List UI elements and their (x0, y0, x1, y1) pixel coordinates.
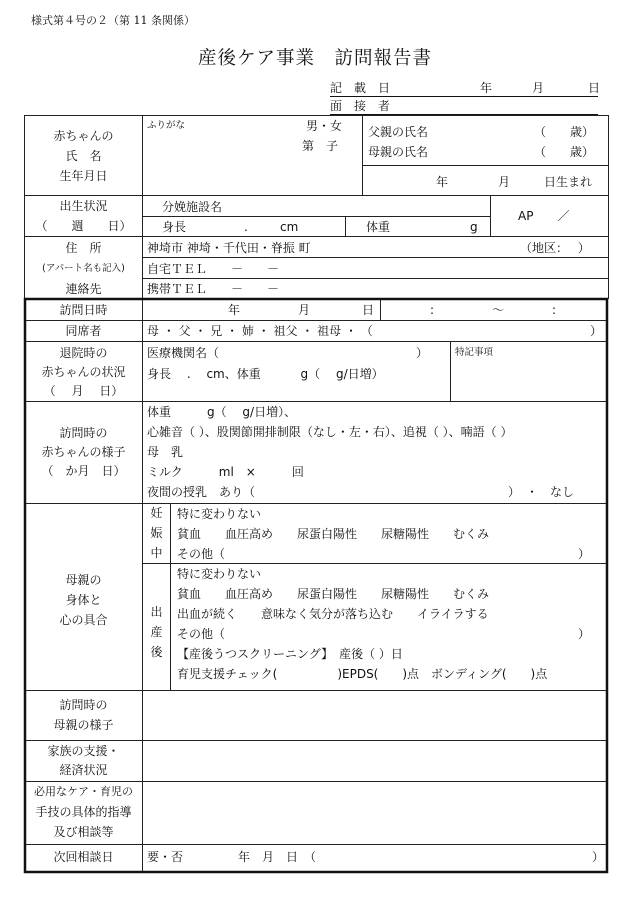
baby-visit-label-2: 赤ちゃんの様子 (41, 445, 126, 459)
mother-label-2: 身体と (65, 593, 102, 607)
weight-unit: g (470, 220, 478, 234)
birth-label-2: （ 週 日） (35, 219, 132, 233)
mobile-tel-field[interactable]: 携帯ＴＥＬ － － (147, 282, 280, 296)
visit-colon-2: : (552, 303, 557, 317)
birth-label-1: 出生状況 (59, 199, 108, 213)
record-date-row[interactable] (330, 78, 601, 97)
apgar-field[interactable]: AP ／ (518, 209, 570, 223)
attendees-options[interactable]: 母 ・ 父 ・ 兄 ・ 姉 ・ 祖父 ・ 祖母 ・ （ (147, 324, 373, 338)
mother-state-label-1: 訪問時の (59, 698, 108, 712)
special-notes-label: 特記事項 (455, 347, 494, 358)
preg-other[interactable]: その他（ (177, 547, 226, 561)
formula-line[interactable]: ミルク ml × 回 (147, 465, 304, 479)
interviewer-row[interactable] (330, 96, 598, 115)
father-age-close: 歳） (570, 125, 595, 139)
record-month-label: 月 (532, 81, 545, 95)
sex-options[interactable]: 男・女 (306, 119, 343, 133)
record-date-label: 記 載 日 (330, 81, 391, 95)
mother-label-3: 心の具合 (59, 613, 108, 627)
form-number: 様式第４号の２（第 11 条関係） (31, 14, 195, 27)
discharge-label-1: 退院時の (59, 346, 108, 360)
district-field[interactable]: （地区： ） (520, 241, 590, 255)
furigana-label: ふりがな (147, 120, 186, 131)
discharge-label-3: （ 月 日） (43, 384, 124, 398)
mother-state-label-2: 母親の様子 (53, 718, 114, 732)
facility-label: 分娩施設名 (162, 200, 223, 214)
pregnancy-label-3: 中 (150, 546, 163, 560)
pregnancy-label-1: 妊 (150, 506, 163, 520)
father-age-open: （ (534, 125, 547, 139)
baby-label-1: 赤ちゃんの (53, 129, 114, 143)
discharge-label-2: 赤ちゃんの状況 (41, 365, 126, 379)
institution-close: ） (416, 346, 429, 360)
attendees-close: ） (590, 324, 603, 338)
birth-month-label: 月 (498, 175, 511, 189)
guidance-label-2: 手技の具体的指導 (35, 805, 132, 819)
night-feeding-line[interactable]: 夜間の授乳 あり（ (147, 485, 256, 499)
interviewer-label: 面 接 者 (330, 99, 391, 113)
baby-label-3: 生年月日 (59, 169, 108, 183)
postpartum-label-1: 出 (150, 605, 163, 619)
address-label: 住 所 (65, 241, 102, 255)
support-check-scores[interactable]: 育児支援チェック( )EPDS( )点 ボンディング( )点 (177, 667, 548, 681)
baby-weight-line[interactable]: 体重 g（ g/日増）、 (147, 405, 297, 419)
next-close: ） (592, 850, 605, 864)
preg-other-close: ） (578, 547, 591, 561)
postpartum-label-3: 後 (150, 645, 163, 659)
postpartum-label-2: 産 (150, 625, 163, 639)
baby-label-2: 氏 名 (65, 149, 102, 163)
height-unit: cm (280, 220, 299, 234)
next-date[interactable]: 年 月 日 （ (238, 850, 317, 864)
post-mood[interactable]: 出血が続く 意味なく気分が落ち込む イライラする (177, 607, 489, 621)
depression-screening[interactable]: 【産後うつスクリーニング】 産後（ ）日 (177, 647, 403, 661)
post-no-change[interactable]: 特に変わりない (177, 567, 262, 581)
height-label: 身長 (162, 220, 187, 234)
mother-name-label: 母親の氏名 (368, 145, 429, 159)
visit-tilde: ～ (492, 303, 505, 317)
guidance-label-1: 必用なケア・育児の (34, 785, 133, 798)
home-tel-field[interactable]: 自宅ＴＥＬ － － (147, 262, 280, 276)
visit-day: 日 (362, 303, 375, 317)
visit-label: 訪問日時 (59, 303, 108, 317)
baby-visit-label-1: 訪問時の (59, 426, 108, 440)
next-yes-no[interactable]: 要・否 (147, 850, 184, 864)
preg-symptoms[interactable]: 貧血 血圧高め 尿蛋白陽性 尿糖陽性 むくみ (177, 527, 490, 541)
birth-day-label: 日生まれ (544, 175, 593, 189)
height-dot: . (244, 220, 248, 234)
post-other-close: ） (578, 627, 591, 641)
contact-label: 連絡先 (65, 282, 102, 296)
mother-age-open: （ (534, 145, 547, 159)
discharge-body[interactable]: 身長 . cm、体重 g（ g/日増） (147, 367, 384, 381)
guidance-label-3: 及び相談等 (53, 825, 114, 839)
preg-no-change[interactable]: 特に変わりない (177, 507, 262, 521)
baby-visit-label-3: （ か月 日） (41, 464, 126, 478)
night-feeding-none[interactable]: ） ・ なし (508, 485, 575, 499)
record-day-label: 日 (588, 81, 601, 95)
visit-month: 月 (298, 303, 311, 317)
visit-colon-1: : (430, 303, 435, 317)
attendees-label: 同席者 (65, 324, 102, 338)
institution-label[interactable]: 医療機関名（ (147, 346, 220, 360)
page-title: 産後ケア事業 訪問報告書 (197, 48, 432, 69)
pregnancy-label-2: 娠 (150, 526, 163, 540)
family-label-2: 経済状況 (59, 763, 108, 777)
city-field[interactable]: 神埼市 神埼・千代田・脊振 町 (147, 241, 311, 255)
weight-label: 体重 (366, 220, 391, 234)
mother-age-close: 歳） (570, 145, 595, 159)
father-name-label: 父親の氏名 (368, 125, 429, 139)
mother-label-1: 母親の (65, 573, 102, 587)
visit-year: 年 (228, 303, 241, 317)
post-symptoms[interactable]: 貧血 血圧高め 尿蛋白陽性 尿糖陽性 むくみ (177, 587, 490, 601)
baby-exam-line[interactable]: 心雑音（ ）、股関節開排制限（なし・左・右）、追視（ ）、喃語（ ） (147, 425, 513, 439)
child-order[interactable]: 第 子 (302, 139, 339, 153)
post-other[interactable]: その他（ (177, 627, 226, 641)
address-note: (アパート名も記入) (42, 263, 125, 274)
next-label: 次回相談日 (53, 850, 114, 864)
record-year-label: 年 (480, 81, 493, 95)
birth-year-label: 年 (436, 175, 449, 189)
family-label-1: 家族の支援・ (47, 744, 120, 758)
breast-milk-line[interactable]: 母 乳 (147, 445, 184, 459)
